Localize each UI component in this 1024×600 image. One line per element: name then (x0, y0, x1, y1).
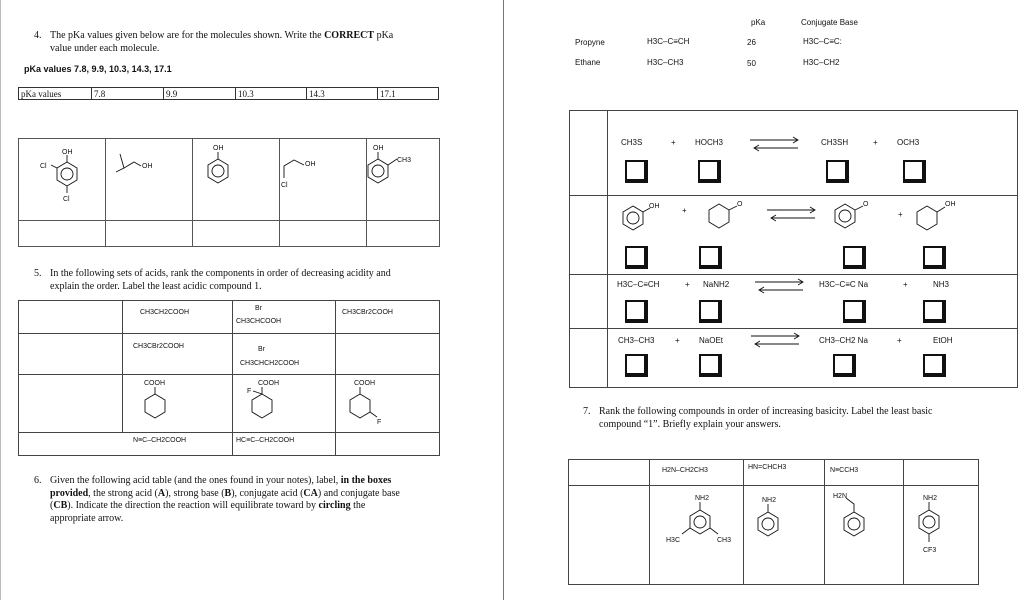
rxn3-product-1: H3C–C≡C Na (819, 280, 869, 289)
label-oh: OH (213, 145, 224, 152)
base-imine: HN=CHCH3 (748, 464, 787, 471)
rxn3-label-box[interactable] (843, 300, 866, 323)
label-oh: OH (649, 203, 660, 210)
rxn1-product-1: CH3SH (821, 138, 849, 147)
acid-ch3chbrch2cooh: CH3CHCH2COOH (240, 360, 300, 367)
rxn3-label-box[interactable] (699, 300, 722, 323)
rxn2-phenol (615, 196, 675, 236)
q6-text-o: the (350, 500, 366, 511)
rxn2-equilibrium-arrows[interactable] (767, 204, 819, 224)
label-cooh: COOH (144, 380, 165, 387)
q7-number: 7. (583, 406, 591, 417)
q6-text-e: A (157, 487, 166, 499)
label-cooh: COOH (354, 380, 375, 387)
label-f: F (247, 388, 252, 395)
left-worksheet-page (0, 0, 500, 600)
q6-text-j: ) and conjugate base (317, 487, 400, 499)
fluorocyclohexanecarboxylic-acid (240, 377, 290, 427)
q4-number: 4. (34, 30, 42, 41)
label-nh2: NH2 (923, 495, 938, 502)
label-oh: OH (373, 145, 384, 152)
grid-divider (570, 328, 1017, 329)
rxn4-label-box[interactable] (833, 354, 856, 377)
grid-divider (607, 111, 608, 387)
rxn1-label-box[interactable] (826, 160, 849, 183)
label-oh: OH (945, 201, 956, 208)
cresol-structure (362, 142, 422, 192)
propyne-label: Propyne (575, 38, 605, 47)
label-oh: OH (305, 161, 316, 168)
label-ch3: CH3 (717, 537, 732, 544)
rxn4-reactant-2: NaOEt (699, 336, 724, 345)
rxn1-reactant-2: HOCH3 (695, 138, 724, 147)
pka-value-cell: 7.8 (92, 88, 164, 100)
pka-values-label: pKa values (19, 88, 92, 100)
rxn4-product-1: CH3–CH2 Na (819, 336, 868, 345)
rxn2-label-box[interactable] (843, 246, 866, 269)
q6-text-f: ), strong base ( (165, 487, 225, 499)
grid-divider (569, 485, 978, 486)
q6-text-h: ), conjugate acid ( (231, 487, 304, 499)
label-cf3: CF3 (923, 547, 937, 554)
question-5 (34, 268, 474, 293)
rxn3-reactant-2: NaNH2 (703, 280, 730, 289)
q6-text-c: provided (50, 487, 89, 499)
rxn1-label-box[interactable] (698, 160, 721, 183)
question-4 (34, 30, 474, 55)
pka-value-cell: 17.1 (378, 88, 439, 100)
pka-value-cell: 9.9 (164, 88, 236, 100)
rxn2-label-box[interactable] (625, 246, 648, 269)
q7-text-a: Rank the following compounds in order of increasing basicity. Label the least basic (599, 406, 933, 417)
grid-divider (19, 432, 439, 433)
acid-ch3cbr2cooh-2: CH3CBr2COOH (133, 343, 184, 350)
grid-divider (19, 374, 439, 375)
pka-answer-cell[interactable] (280, 221, 367, 247)
rxn4-equilibrium-arrows[interactable] (751, 330, 803, 350)
question-6 (34, 475, 474, 525)
rxn2-cyclohexanol (909, 196, 969, 236)
label-cl: Cl (40, 163, 47, 170)
grid-divider (903, 460, 904, 584)
rxn2-cyclohexoxide (701, 194, 761, 234)
rxn1-equilibrium-arrows[interactable] (750, 134, 802, 154)
q6-text-g: B (224, 487, 232, 499)
rxn2-label-box[interactable] (923, 246, 946, 269)
q5-text-b: explain the order. Label the least acidic compound 1. (50, 280, 262, 292)
rxn3-label-box[interactable] (625, 300, 648, 323)
base-ethylamine: H2N–CH2CH3 (662, 467, 708, 474)
rxn4-label-box[interactable] (923, 354, 946, 377)
grid-divider (743, 460, 744, 584)
acid-cyanoacetic: N≡C–CH2COOH (133, 437, 187, 444)
rxn2-phenoxide (827, 194, 887, 234)
right-worksheet-page (505, 0, 1024, 600)
propyne-conjugate-base: H3C–C≡C: (803, 37, 842, 46)
q6-text-b: in the boxes (340, 475, 392, 486)
page-edge (0, 0, 1, 600)
rxn3-label-box[interactable] (923, 300, 946, 323)
label-ch3: CH3 (397, 157, 412, 164)
rxn1-reactant-1: CH3S (621, 138, 643, 147)
acid-propynoic: HC≡C–CH2COOH (236, 437, 295, 444)
propyne-formula: H3C–C≡CH (647, 37, 690, 46)
rxn3-plus: + (685, 280, 690, 289)
propyne-pka: 26 (747, 38, 756, 47)
isobutanol-structure (113, 146, 173, 186)
pka-answer-cell[interactable] (106, 221, 193, 247)
grid-divider (122, 301, 123, 432)
q6-text-k: ( (50, 500, 54, 511)
q6-text-p: appropriate arrow. (50, 512, 124, 524)
label-h3c: H3C (666, 537, 681, 544)
question-7 (583, 406, 1023, 431)
rxn1-plus: + (671, 138, 676, 147)
phenol-structure (200, 142, 240, 192)
q6-text-i: CA (303, 487, 318, 499)
q4-pka-values-line: pKa values 7.8, 9.9, 10.3, 14.3, 17.1 (24, 64, 172, 74)
cyclohexanecarboxylic-acid (135, 377, 185, 427)
ethane-pka: 50 (747, 59, 756, 68)
rxn1-plus: + (873, 138, 878, 147)
label-oh: OH (142, 163, 153, 170)
rxn2-plus: + (682, 206, 687, 215)
label-nh2: NH2 (695, 495, 710, 502)
pka-answer-cell[interactable] (367, 221, 440, 247)
acid-ch3ch2cooh: CH3CH2COOH (140, 309, 190, 316)
dimethylaniline-structure (660, 492, 740, 552)
label-cl: Cl (63, 196, 70, 203)
grid-divider (824, 460, 825, 584)
q4-text-b: CORRECT (324, 30, 375, 41)
grid-divider (649, 460, 650, 584)
rxn4-plus: + (675, 336, 680, 345)
rxn4-label-box[interactable] (699, 354, 722, 377)
label-f: F (377, 419, 382, 426)
rxn1-label-box[interactable] (625, 160, 648, 183)
bromo-label: Br (255, 305, 262, 312)
pka-answer-cell[interactable] (193, 221, 280, 247)
label-o-minus: O (863, 201, 869, 208)
trifluoromethylaniline-structure (909, 492, 949, 562)
rxn3-reactant-1: H3C–C≡CH (617, 280, 660, 289)
label-cooh: COOH (258, 380, 279, 387)
q4-text-a: The pKa values given below are for the molecules shown. Write the (50, 30, 325, 41)
rxn1-product-2: OCH3 (897, 138, 920, 147)
aniline-structure (751, 494, 791, 544)
q6-text-l: CB (53, 500, 68, 511)
q4-pka-header-table (18, 87, 439, 100)
q7-text-b: compound “1”. Briefly explain your answers. (599, 418, 781, 430)
base-acetonitrile: N≡CCH3 (830, 467, 859, 474)
pka-value-cell: 14.3 (307, 88, 378, 100)
rxn4-label-box[interactable] (625, 354, 648, 377)
dichlorophenol-structure (40, 146, 100, 216)
rxn2-plus: + (898, 210, 903, 219)
bromo-label: Br (258, 346, 265, 353)
q6-text-n: circling (318, 500, 351, 511)
ethane-label: Ethane (575, 58, 601, 67)
ethane-formula: H3C–CH3 (647, 58, 684, 67)
page-divider (503, 0, 504, 600)
ethane-conjugate-base: H3C–CH2 (803, 58, 840, 67)
label-oh: OH (62, 149, 73, 156)
rxn1-label-box[interactable] (903, 160, 926, 183)
rxn4-product-2: EtOH (933, 336, 953, 345)
q4-text-c: pKa (374, 30, 394, 41)
q6-number: 6. (34, 475, 42, 486)
rxn4-plus: + (897, 336, 902, 345)
grid-divider (570, 274, 1017, 275)
fluorocyclohexanecarboxylic-acid-meta (340, 377, 390, 427)
label-h2n: H2N (833, 493, 848, 500)
acid-ch3chbrcooh: CH3CHCOOH (236, 318, 282, 325)
grid-divider (19, 333, 439, 334)
pka-header: pKa (751, 18, 766, 27)
acid-ch3cbr2cooh: CH3CBr2COOH (342, 309, 393, 316)
rxn3-equilibrium-arrows[interactable] (755, 276, 807, 296)
q5-text-a: In the following sets of acids, rank the components in order of decreasing acidity and (50, 268, 391, 279)
conjugate-base-header: Conjugate Base (801, 18, 858, 27)
label-nh2: NH2 (762, 497, 777, 504)
pka-value-cell: 10.3 (236, 88, 307, 100)
benzylamine-structure (827, 490, 877, 550)
q6-text-d: , the strong acid ( (88, 487, 158, 499)
q4-text-d: value under each molecule. (50, 42, 160, 54)
q6-text-a: Given the following acid table (and the ones found in your notes), label, (50, 475, 341, 486)
rxn2-label-box[interactable] (699, 246, 722, 269)
chloro-alcohol-structure (276, 148, 336, 188)
rxn3-product-2: NH3 (933, 280, 950, 289)
rxn4-reactant-1: CH3–CH3 (618, 336, 655, 345)
label-o-minus: O (737, 201, 743, 208)
q5-number: 5. (34, 268, 42, 279)
q6-text-m: ). Indicate the direction the reaction will equilibrate toward by (67, 500, 319, 511)
rxn3-plus: + (903, 280, 908, 289)
pka-answer-cell[interactable] (19, 221, 106, 247)
label-cl: Cl (281, 182, 288, 189)
